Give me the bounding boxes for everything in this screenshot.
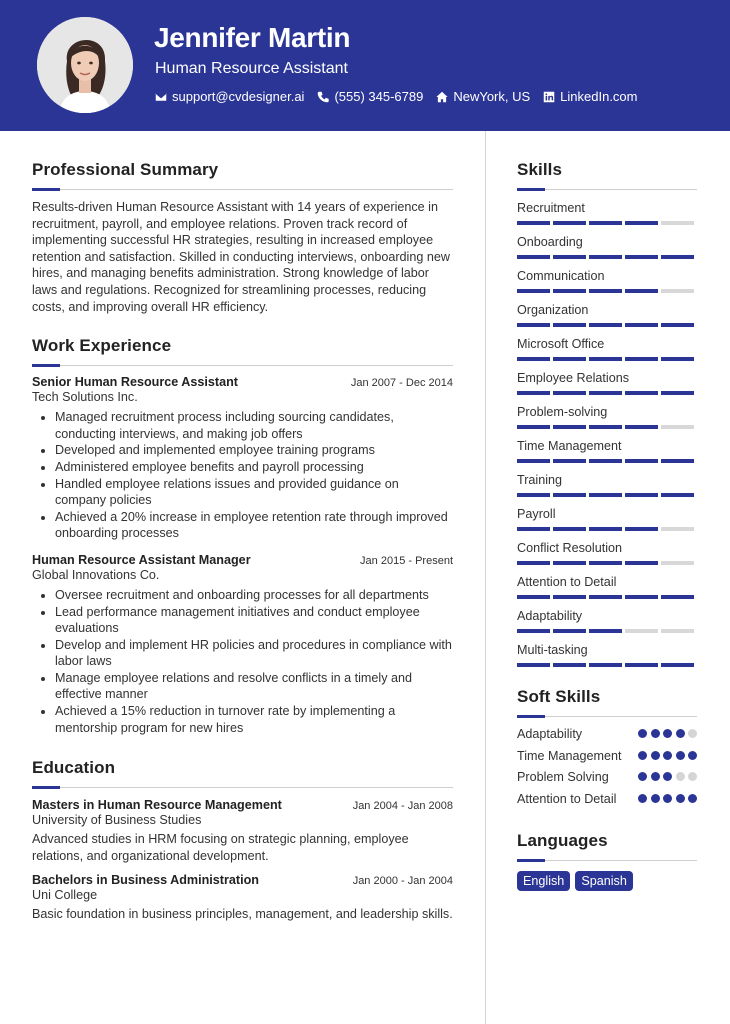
- school-name: Uni College: [32, 888, 98, 903]
- job-title: Senior Human Resource Assistant: [32, 375, 238, 390]
- skill-level-segment: [625, 425, 658, 429]
- skill-level-segment: [553, 323, 586, 327]
- languages-heading: Languages: [517, 831, 608, 851]
- skill-level-segment: [625, 561, 658, 565]
- home-icon: [436, 91, 448, 103]
- main-column: [32, 160, 453, 923]
- contact-location: [436, 89, 530, 104]
- summary-heading: Professional Summary: [32, 160, 219, 179]
- skill-level-segment: [553, 527, 586, 531]
- skill-level-segment: [625, 391, 658, 395]
- job-title: Human Resource Assistant Manager: [32, 552, 251, 567]
- skill-level-segment: [661, 255, 694, 259]
- skill-level-segment: [625, 357, 658, 361]
- job-bullets: [32, 587, 453, 736]
- skill-level-segment: [661, 323, 694, 327]
- skill-level-segment: [625, 629, 658, 633]
- skill-level-segment: [625, 255, 658, 259]
- list-item: Administered employee benefits and payroll processing: [32, 459, 453, 476]
- skill-level-bar: [517, 527, 697, 531]
- skill-level-segment: [517, 289, 550, 293]
- column-divider: [485, 131, 486, 1024]
- skill-name: Communication: [517, 269, 605, 283]
- job-entry: [32, 375, 453, 542]
- skill-level-segment: [589, 527, 622, 531]
- skill-name: Microsoft Office: [517, 337, 605, 351]
- rating-dot: [663, 772, 672, 781]
- skill-level-segment: [661, 459, 694, 463]
- skill-level-segment: [553, 663, 586, 667]
- skill-level-segment: [661, 527, 694, 531]
- skill-level-segment: [517, 595, 550, 599]
- skill-item: [517, 506, 697, 531]
- skills-heading: Skills: [517, 160, 563, 179]
- skill-level-bar: [517, 255, 697, 259]
- education-description: Advanced studies in HRM focusing on strategic planning, employee relations, and organizational development.: [32, 832, 409, 863]
- rating-dot: [676, 751, 685, 760]
- skill-level-segment: [553, 289, 586, 293]
- skill-level-segment: [589, 323, 622, 327]
- soft-skill-rating: [635, 772, 698, 781]
- contact-email[interactable]: [155, 89, 304, 104]
- candidate-name: Jennifer Martin: [154, 22, 351, 53]
- skill-item: [517, 540, 697, 565]
- list-item: Manage employee relations and resolve conflicts in a timely and effective manner: [32, 670, 453, 703]
- skill-level-segment: [589, 255, 622, 259]
- experience-section: [32, 336, 453, 736]
- rating-dot: [651, 729, 660, 738]
- skill-level-segment: [517, 527, 550, 531]
- soft-skills-heading: Soft Skills: [517, 687, 601, 706]
- contact-email-text: support@cvdesigner.ai: [172, 89, 305, 104]
- skill-level-segment: [553, 357, 586, 361]
- skill-level-segment: [589, 459, 622, 463]
- rating-dot: [688, 751, 697, 760]
- section-rule: [32, 364, 453, 366]
- list-item: Managed recruitment process including sourcing candidates, conducting interviews, and making job offers: [32, 409, 453, 442]
- contact-linkedin-text: LinkedIn.com: [560, 89, 638, 104]
- list-item: Handled employee relations issues and provided guidance on company policies: [32, 476, 453, 509]
- header: [0, 0, 730, 131]
- rating-dot: [638, 794, 647, 803]
- school-name: University of Business Studies: [32, 813, 202, 828]
- skill-item: [517, 302, 697, 327]
- soft-skill-item: [517, 726, 697, 743]
- rating-dot: [688, 729, 697, 738]
- rating-dot: [638, 772, 647, 781]
- candidate-role: Human Resource Assistant: [155, 60, 348, 77]
- skill-level-bar: [517, 629, 697, 633]
- job-company: Global Innovations Co.: [32, 567, 160, 582]
- skill-item: [517, 438, 697, 463]
- soft-skills-list: [517, 726, 697, 807]
- section-rule: [517, 715, 697, 717]
- soft-skill-item: [517, 748, 697, 765]
- skill-level-segment: [517, 663, 550, 667]
- soft-skill-name: Problem Solving: [517, 770, 609, 785]
- skill-level-segment: [625, 221, 658, 225]
- skill-level-bar: [517, 459, 697, 463]
- job-entry: [32, 553, 453, 736]
- rating-dot: [676, 729, 685, 738]
- skill-level-segment: [517, 357, 550, 361]
- skill-item: [517, 268, 697, 293]
- rating-dot: [663, 794, 672, 803]
- contact-location-text: NewYork, US: [453, 89, 531, 104]
- skill-level-segment: [553, 493, 586, 497]
- degree-title: Bachelors in Business Administration: [32, 873, 259, 888]
- avatar: [37, 17, 133, 113]
- skill-level-segment: [553, 459, 586, 463]
- skill-level-bar: [517, 357, 697, 361]
- skill-level-segment: [517, 629, 550, 633]
- job-bullets: [32, 409, 453, 542]
- skill-level-segment: [661, 663, 694, 667]
- skill-level-bar: [517, 493, 697, 497]
- skill-level-segment: [625, 459, 658, 463]
- soft-skill-rating: [635, 751, 698, 760]
- skill-level-segment: [517, 323, 550, 327]
- skill-level-segment: [589, 391, 622, 395]
- skill-item: [517, 608, 697, 633]
- skill-name: Recruitment: [517, 201, 585, 215]
- job-date: Jan 2015 - Present: [360, 554, 453, 567]
- degree-title: Masters in Human Resource Management: [32, 798, 282, 813]
- skill-level-segment: [589, 221, 622, 225]
- skill-level-segment: [625, 493, 658, 497]
- skill-level-segment: [553, 561, 586, 565]
- skill-name: Problem-solving: [517, 405, 608, 419]
- soft-skill-rating: [635, 794, 698, 803]
- skill-level-segment: [517, 255, 550, 259]
- skill-level-bar: [517, 595, 697, 599]
- skill-name: Training: [517, 473, 563, 487]
- skill-level-segment: [517, 221, 550, 225]
- rating-dot: [663, 729, 672, 738]
- contact-list: [155, 89, 651, 104]
- list-item: Achieved a 20% increase in employee retention rate through improved onboarding processes: [32, 509, 453, 542]
- rating-dot: [676, 794, 685, 803]
- skill-name: Attention to Detail: [517, 575, 617, 589]
- summary-section: [32, 160, 453, 315]
- education-date: Jan 2004 - Jan 2008: [352, 800, 453, 813]
- profile-photo: [37, 17, 133, 113]
- skill-level-segment: [661, 595, 694, 599]
- skill-level-segment: [517, 493, 550, 497]
- skill-level-segment: [553, 425, 586, 429]
- rating-dot: [688, 794, 697, 803]
- phone-icon: [317, 91, 329, 103]
- skill-level-segment: [553, 595, 586, 599]
- section-rule: [517, 859, 697, 861]
- job-company: Tech Solutions Inc.: [32, 390, 138, 405]
- skill-level-segment: [625, 323, 658, 327]
- rating-dot: [651, 751, 660, 760]
- contact-phone[interactable]: [317, 89, 423, 104]
- soft-skills-section: [517, 687, 697, 807]
- skill-level-segment: [625, 663, 658, 667]
- rating-dot: [651, 794, 660, 803]
- skill-level-bar: [517, 561, 697, 565]
- contact-phone-text: (555) 345-6789: [334, 89, 424, 104]
- skill-item: [517, 404, 697, 429]
- skill-level-bar: [517, 391, 697, 395]
- skill-item: [517, 574, 697, 599]
- summary-text: Results-driven Human Resource Assistant with 14 years of experience in recruitment, payroll, and employee relations. Proven track record of implementing successful HR strategies, resulting in increased employee retention and satisfaction. Skilled in conducting interviews, onboarding new hires, and managing benefits administration. Strong knowledge of labor laws and regulations. Recognized for streamlining processes, reducing costs, and improving overall HR efficiency.: [32, 200, 450, 314]
- section-rule: [517, 188, 697, 190]
- education-entry: [32, 873, 453, 923]
- section-rule: [32, 786, 453, 788]
- skill-item: [517, 234, 697, 259]
- skill-level-segment: [589, 629, 622, 633]
- rating-dot: [663, 751, 672, 760]
- rating-dot: [638, 729, 647, 738]
- skill-level-segment: [517, 459, 550, 463]
- skill-item: [517, 336, 697, 361]
- section-rule: [32, 188, 453, 190]
- experience-heading: Work Experience: [32, 336, 172, 356]
- skill-level-segment: [661, 391, 694, 395]
- list-item: Achieved a 15% reduction in turnover rate by implementing a mentorship program for new hires: [32, 703, 453, 736]
- skills-section: [517, 160, 697, 667]
- job-date: Jan 2007 - Dec 2014: [350, 377, 453, 390]
- skill-level-segment: [517, 425, 550, 429]
- skill-name: Payroll: [517, 507, 556, 521]
- education-heading: Education: [32, 758, 116, 778]
- skill-level-segment: [661, 425, 694, 429]
- skill-level-segment: [553, 391, 586, 395]
- language-tags: [517, 871, 697, 891]
- skill-level-segment: [553, 221, 586, 225]
- skill-level-segment: [661, 357, 694, 361]
- education-date: Jan 2000 - Jan 2004: [352, 875, 453, 888]
- education-entry: [32, 798, 453, 864]
- rating-dot: [638, 751, 647, 760]
- soft-skill-name: Attention to Detail: [517, 791, 617, 806]
- skill-level-segment: [589, 357, 622, 361]
- skill-level-segment: [589, 663, 622, 667]
- skill-level-segment: [661, 289, 694, 293]
- linkedin-icon: [543, 91, 555, 103]
- skill-name: Multi-tasking: [517, 643, 588, 657]
- skill-name: Time Management: [517, 439, 622, 453]
- language-tag: Spanish: [575, 871, 633, 891]
- soft-skill-rating: [635, 729, 698, 738]
- skill-name: Adaptability: [517, 609, 583, 623]
- skill-level-segment: [625, 595, 658, 599]
- skill-level-segment: [661, 629, 694, 633]
- education-description: Basic foundation in business principles, management, and leadership skills.: [32, 907, 453, 922]
- list-item: Develop and implement HR policies and procedures in compliance with labor laws: [32, 637, 453, 670]
- skill-level-segment: [589, 493, 622, 497]
- soft-skill-item: [517, 791, 697, 808]
- envelope-icon: [155, 91, 167, 103]
- skill-level-segment: [553, 255, 586, 259]
- languages-section: [517, 831, 697, 891]
- skill-level-bar: [517, 289, 697, 293]
- list-item: Lead performance management initiatives and conduct employee evaluations: [32, 604, 453, 637]
- soft-skill-name: Time Management: [517, 748, 622, 763]
- skill-level-bar: [517, 663, 697, 667]
- list-item: Developed and implemented employee training programs: [32, 442, 453, 459]
- skill-level-bar: [517, 425, 697, 429]
- skill-level-segment: [661, 493, 694, 497]
- soft-skill-item: [517, 769, 697, 786]
- skill-item: [517, 370, 697, 395]
- rating-dot: [676, 772, 685, 781]
- skill-name: Conflict Resolution: [517, 541, 622, 555]
- education-section: [32, 758, 453, 923]
- language-tag: English: [517, 871, 570, 891]
- skill-name: Organization: [517, 303, 589, 317]
- skill-name: Employee Relations: [517, 371, 630, 385]
- list-item: Oversee recruitment and onboarding processes for all departments: [32, 587, 453, 604]
- skill-level-bar: [517, 221, 697, 225]
- skill-level-segment: [625, 527, 658, 531]
- skill-level-segment: [589, 561, 622, 565]
- skill-level-segment: [517, 391, 550, 395]
- skill-level-segment: [589, 289, 622, 293]
- rating-dot: [651, 772, 660, 781]
- skill-name: Onboarding: [517, 235, 583, 249]
- skill-item: [517, 200, 697, 225]
- skill-level-bar: [517, 323, 697, 327]
- skill-level-segment: [589, 595, 622, 599]
- rating-dot: [688, 772, 697, 781]
- skill-level-segment: [661, 561, 694, 565]
- soft-skill-name: Adaptability: [517, 727, 583, 741]
- skill-level-segment: [661, 221, 694, 225]
- contact-linkedin[interactable]: [543, 89, 637, 104]
- skill-item: [517, 472, 697, 497]
- skill-item: [517, 642, 697, 667]
- skills-list: [517, 200, 697, 667]
- skill-level-segment: [589, 425, 622, 429]
- sidebar-column: [517, 160, 697, 891]
- skill-level-segment: [553, 629, 586, 633]
- skill-level-segment: [625, 289, 658, 293]
- skill-level-segment: [517, 561, 550, 565]
